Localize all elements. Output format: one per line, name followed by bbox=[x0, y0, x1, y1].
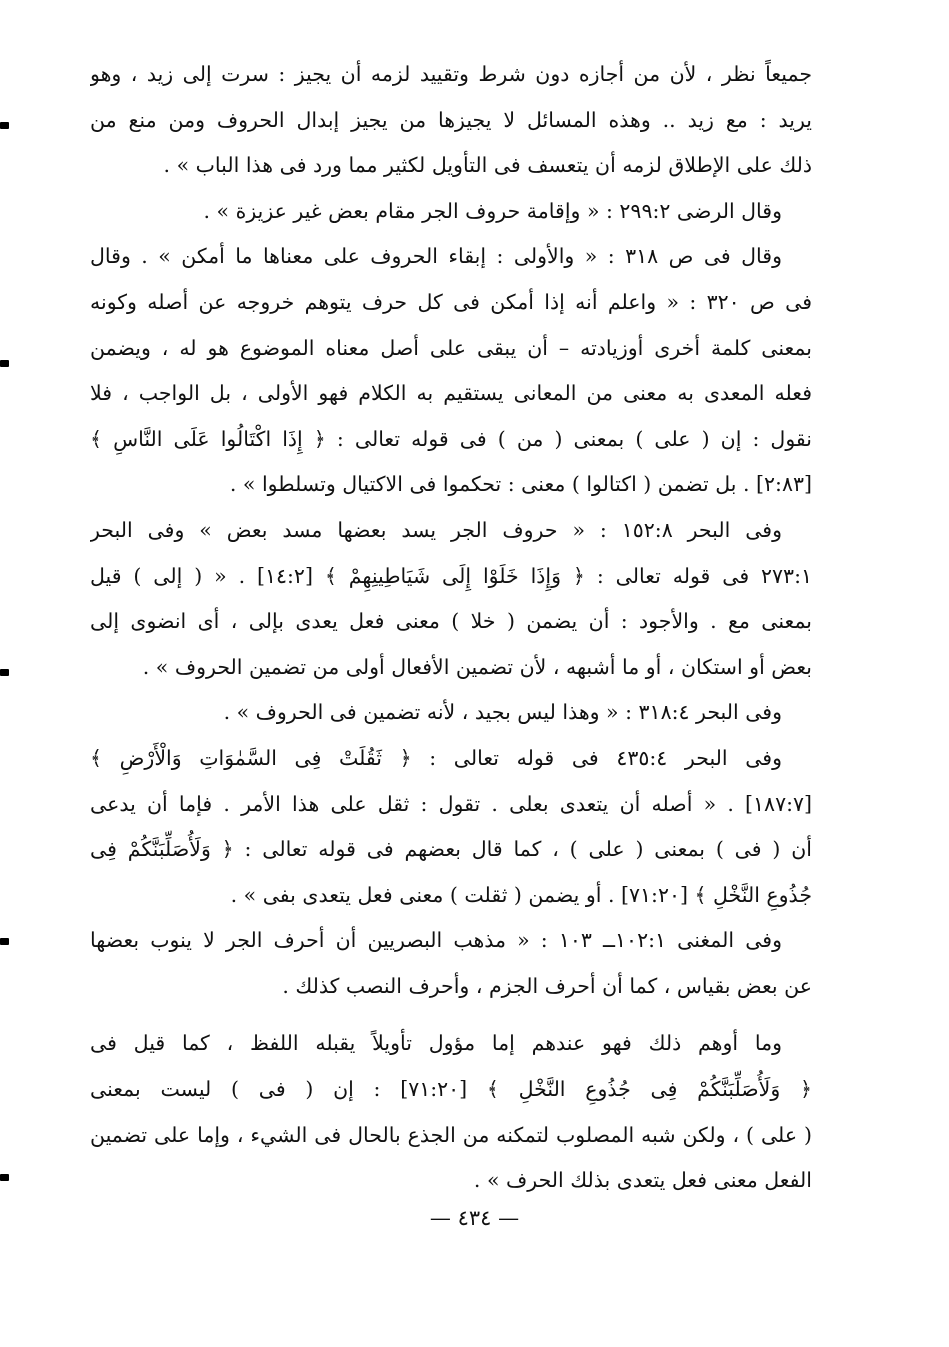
text-line: وفى المغنى ١٠٢:١ــ ١٠٣ : « مذهب البصريين أن أحرف الجر لا ينوب بعضها bbox=[90, 928, 783, 953]
text-line: [٢:٨٣] . بل تضمن ( اكتالوا ) معنى : تحكموا فى الاكتيال وتسلطوا » . bbox=[229, 472, 812, 497]
text-line: فى ص ٣٢٠ : « واعلم أنه إذا أمكن فى كل حرف يتوهم خروجه عن أصله وكونه bbox=[90, 289, 812, 314]
text-line: جميعاً نظر ، لأن من أجازه دون شرط وتقييد لزمه أن يجيز : سرت إلى زيد ، وهو bbox=[90, 62, 812, 86]
scan-edge-mark bbox=[0, 938, 9, 945]
quran-verse-line: ﴿ وَلَأُصَلِّبَنَّكُمْ فِى جُذُوعِ النَّخْلِ ﴾ [٧١:٢٠] : إن ( فى ) ليست بمعنى bbox=[90, 1077, 812, 1102]
text-line: [١٨٧:٧] . « أصله أن يتعدى بعلى . تقول : ثقل على هذا الأمر . فإما أن يدعى bbox=[90, 791, 812, 816]
body-text bbox=[90, 52, 812, 1204]
text-line: ( على ) ، ولكن شبه المصلوب لتمكنه من الجذع بالحال فى الشيء ، وإما على تضمين bbox=[90, 1122, 812, 1147]
scan-edge-mark bbox=[0, 669, 9, 676]
text-line: وفى البحر ٣١٨:٤ : « وهذا ليس بجيد ، لأنه تضمين فى الحروف » . bbox=[223, 700, 782, 725]
text-line: وما أوهم ذلك فهو عندهم إما مؤول تأويلاً يقبله اللفظ ، كما قيل فى bbox=[90, 1031, 782, 1056]
page-number: — ٤٣٤ — bbox=[429, 1206, 520, 1230]
scan-edge-mark bbox=[0, 1174, 9, 1181]
text-line: ذلك على الإطلاق لزمه أن يتعسف فى التأويل لكثير مما ورد فى هذا الباب » . bbox=[163, 153, 812, 178]
text-line: وقال الرضى ٢٩٩:٢ : « وإقامة حروف الجر مقام بعض غير عزيزة » . bbox=[203, 198, 782, 223]
scan-edge-mark bbox=[0, 360, 9, 367]
text-line: وفى البحر ١٥٢:٨ : « حروف الجر يسد بعضها مسد بعض » وفى البحر bbox=[90, 517, 782, 542]
text-line: بمعنى مع . والأجود : أن يضمن ( خلا ) معنى فعل يعدى بإلى ، أى انضوى إلى bbox=[90, 609, 812, 634]
text-line: الفعل معنى فعل يتعدى بذلك الحرف » . bbox=[473, 1168, 812, 1193]
text-line: عن بعض بقياس ، كما أن أحرف الجزم ، وأحرف النصب كذلك . bbox=[282, 973, 812, 998]
quran-verse-line: وفى البحر ٤٣٥:٤ فى قوله تعالى : ﴿ ثَقُلَتْ فِى السَّمٰوَاتِ وَالْأَرْضِ ﴾ bbox=[90, 745, 782, 770]
text-line: يريد : مع زيد .. وهذه المسائل لا يجيزها من يجيز إبدال الحروف ومن منع من bbox=[90, 107, 812, 132]
quran-verse-line: ٢٧٣:١ فى قوله تعالى : ﴿ وَإِذَا خَلَوْا إِلَى شَيَاطِينِهِمْ ﴾ [١٤:٢] . « ( إلى ) قيل bbox=[90, 563, 812, 588]
quran-verse-line: جُذُوعِ النَّخْلِ ﴾ [٧١:٢٠] . أو يضمن ( ثقلت ) معنى فعل يتعدى بفى » . bbox=[230, 882, 812, 907]
text-line: وقال فى ص ٣١٨ : « والأولى : إبقاء الحروف على معناها ما أمكن » . وقال bbox=[90, 244, 782, 269]
text-line: بمعنى كلمة أخرى أوزيادته – أن يبقى على أصل معناه الموضوع هو له ، ويضمن bbox=[90, 335, 812, 360]
scan-edge-mark bbox=[0, 122, 9, 129]
quran-verse-line: أن ( فى ) بمعنى ( على ) ، كما قال بعضهم فى قوله تعالى : ﴿ وَلَأُصَلِّبَنَّكُمْ فِى bbox=[90, 837, 812, 862]
text-line: بعض أو استكان ، أو ما أشبهه ، لأن تضمين الأفعال أولى من تضمين الحروف » . bbox=[142, 654, 812, 679]
quran-verse-line: نقول : إن ( على ) بمعنى ( من ) فى قوله تعالى : ﴿ إِذَا اكْتَالُوا عَلَى النَّاسِ ﴾ bbox=[90, 426, 812, 451]
text-line: فعله المعدى به معنى من المعانى يستقيم به الكلام فهو الأولى ، بل الواجب ، فلا bbox=[90, 381, 812, 406]
